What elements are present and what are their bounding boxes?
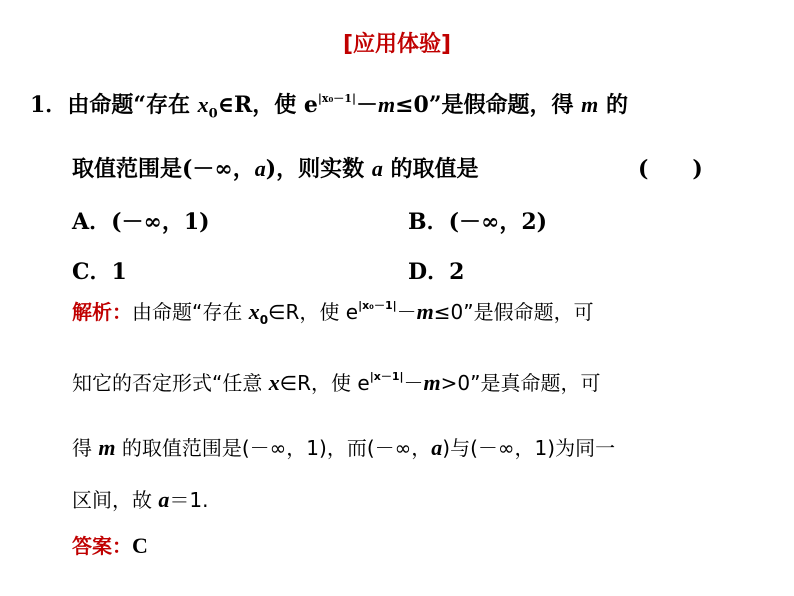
answer-label: 答案： — [72, 534, 132, 558]
question-line-2: 取值范围是(－∞，a)，则实数 a 的取值是 — [72, 156, 479, 182]
solution-line-2: 知它的否定形式“任意 x∈R，使 $e^{|x-1|}-m>0$”是真命题，可 — [72, 370, 601, 395]
solution-label: 解析： — [72, 300, 132, 324]
answer-line — [72, 530, 148, 559]
answer-value: C — [132, 533, 148, 558]
question-line-1: 1．由命题“存在 $x_0\in R$，使 $e^{|x_0-1|}-m\le 0$”是假命题，得 m 的 — [30, 92, 628, 122]
option-b: B．(－∞，2) — [408, 209, 548, 235]
solution-line-3: 得 m 的取值范围是(－∞，1)，而(－∞，a)与(－∞，1)为同一 — [72, 435, 616, 460]
section-title: [应用体验] — [342, 32, 452, 57]
option-c: C．1 — [72, 259, 127, 285]
question-number: 1． — [30, 92, 68, 118]
answer-blank: ( ) — [638, 156, 703, 182]
option-d: D．2 — [408, 259, 465, 285]
solution-line-1: 解析：由命题“存在 $x_0\in R$，使 $e^{|x_0-1|}-m\le 0$”是假命题，可 — [72, 299, 594, 327]
option-a: A．(－∞，1) — [72, 209, 210, 235]
solution-line-4: 区间，故 a＝1. — [72, 487, 209, 512]
